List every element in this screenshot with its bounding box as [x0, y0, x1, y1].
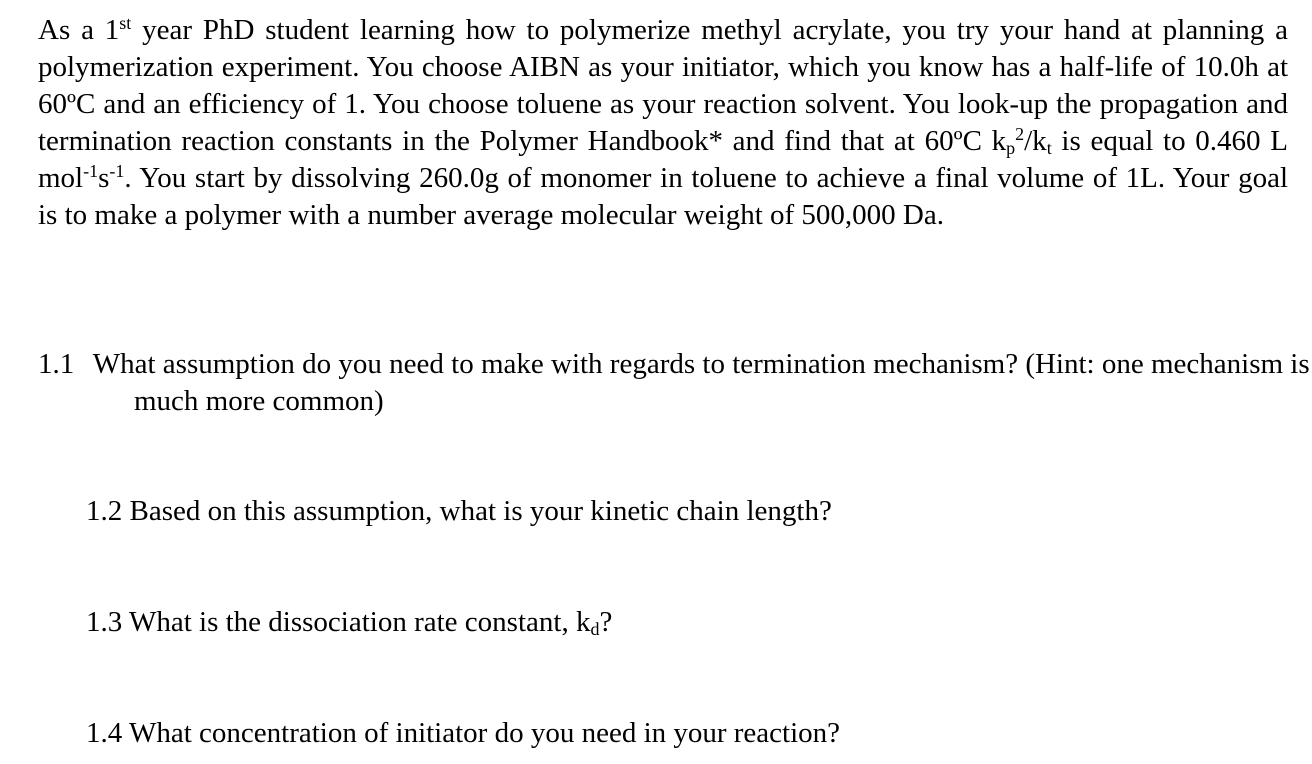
mol-exponent: -1 — [83, 161, 99, 182]
intro-text-end: . You start by dissolving 260.0g of monomer in toluene to achieve a final volume of 1L. Your goal is to make a polymer with a number average molecular weight of 500,000 Da. — [38, 162, 1288, 231]
kp-subscript: p — [1006, 138, 1016, 159]
problem-intro-paragraph — [38, 12, 1288, 234]
kp-superscript: 2 — [1015, 124, 1025, 145]
question-text: What concentration of initiator do you need in your reaction? — [128, 717, 841, 749]
seconds-unit: s — [98, 162, 110, 194]
question-number: 1.2 — [86, 495, 123, 527]
question-number: 1.4 — [86, 717, 123, 749]
question-suffix: ? — [599, 606, 613, 638]
intro-text-main: year PhD student learning how to polymerize methyl acrylate, you try your hand at planning a polymerization experiment. You choose AIBN as your initiator, which you know has a half-life of 10.0h at 60ºC and an efficiency of 1. You choose toluene as your reaction solvent. You look-up the propagation and termination reaction constants in the Polymer Handbook* and find that at 60ºC k — [38, 14, 1288, 157]
ordinal-superscript: st — [119, 13, 132, 34]
question-1-2 — [86, 493, 1286, 530]
question-1-1: 1.1 What assumption do you need to make with regards to termination mechanism? (Hint: one mechanism is much more common) — [38, 348, 1310, 417]
question-text: What is the dissociation rate constant, k — [128, 606, 591, 638]
kt-subscript: t — [1046, 138, 1052, 159]
intro-text-start: As a 1 — [38, 14, 120, 46]
intro-text-units: is equal to 0.460 L mol — [38, 125, 1288, 194]
question-text: Based on this assumption, what is your kinetic chain length? — [129, 495, 832, 527]
question-number: 1.3 — [86, 606, 123, 638]
slash-k-text: /k — [1024, 125, 1047, 157]
question-text: What assumption do you need to make with regards to termination mechanism? (Hint: one mechanism is much more common) — [92, 348, 1310, 417]
question-1-3 — [86, 604, 1286, 641]
question-1-4 — [86, 715, 1286, 752]
seconds-exponent: -1 — [109, 161, 125, 182]
kd-subscript: d — [590, 619, 600, 640]
